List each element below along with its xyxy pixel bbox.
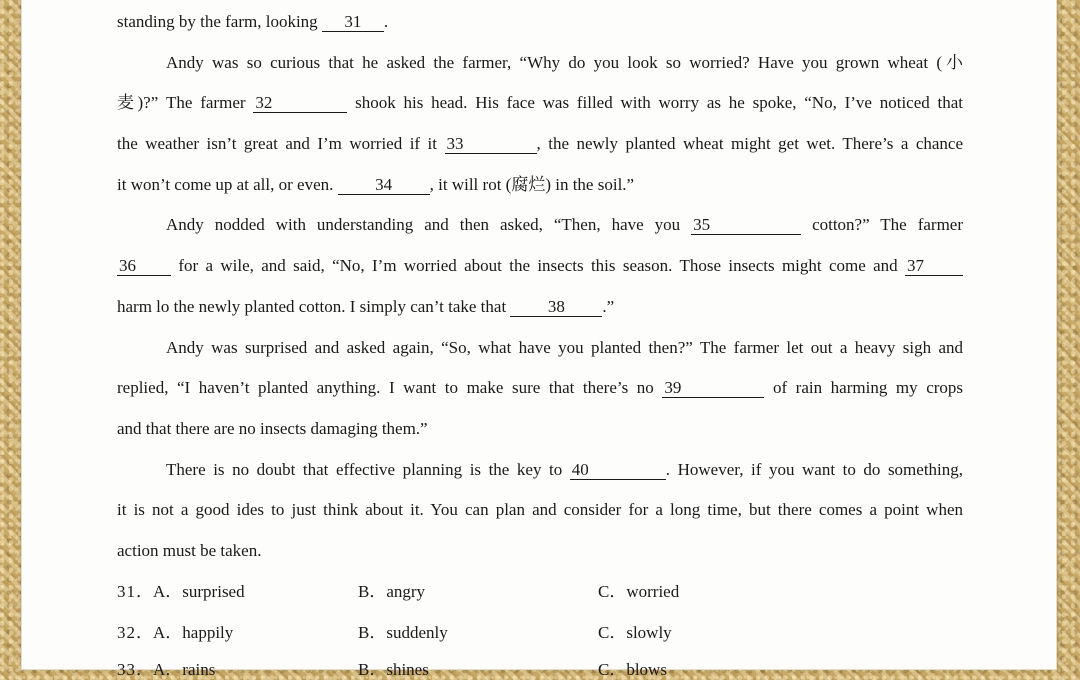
blank-34: 34	[338, 176, 430, 195]
blank-38: 38	[510, 298, 602, 317]
line-text: .”	[602, 297, 615, 316]
line-text: of rain harming my crops	[772, 378, 964, 397]
line-text: the weather isn’t great and I’m worried if it	[117, 134, 438, 153]
blank-37: 37	[905, 257, 963, 276]
passage-line	[117, 297, 614, 317]
passage-line: Andy was so curious that he asked the farmer, “Why do you look so worried? Have you grown wheat (小	[166, 53, 963, 72]
line-text: . However, if you want to do something,	[665, 460, 964, 479]
line-text: , the newly planted wheat might get wet. There’s a chance	[536, 134, 964, 153]
passage-line	[117, 134, 963, 154]
option-c[interactable]: C．worried	[598, 582, 680, 601]
blank-33: 33	[445, 135, 537, 154]
passage-line	[117, 175, 634, 195]
line-text: There is no doubt that effective planning is the key to	[166, 460, 563, 479]
line-text: cotton?” The farmer	[812, 215, 963, 234]
passage-line: and that there are no insects damaging them.”	[117, 419, 428, 438]
blank-40: 40	[570, 461, 666, 480]
passage-line	[117, 215, 963, 235]
line-text: standing by the farm, looking	[117, 12, 318, 31]
blank-32: 32	[253, 94, 347, 113]
passage-line	[117, 460, 963, 480]
line-text: shook his head. His face was filled with worry as he spoke, “No, I’ve noticed that	[355, 93, 964, 112]
option-b[interactable]: B．suddenly	[358, 623, 448, 642]
line-text: , it will rot (腐烂) in the soil.”	[429, 175, 635, 194]
question-number: 31．	[117, 582, 154, 601]
line-text: for a wile, and said, “No, I’m worried about the insects this season. Those insects might come and	[178, 256, 898, 275]
line-text: it won’t come up at all, or even.	[117, 175, 334, 194]
line-text: 麦)?” The farmer	[117, 93, 246, 112]
line-text: .	[383, 12, 389, 31]
blank-39: 39	[662, 379, 764, 398]
paper-sheet	[22, 0, 1056, 679]
question-number: 32．	[117, 623, 154, 642]
blank-36: 36	[117, 257, 171, 276]
passage-line: it is not a good ides to just think about it. You can plan and consider for a long time, but there comes a point when	[117, 500, 963, 519]
passage-line	[117, 12, 388, 32]
line-text: Andy nodded with understanding and then asked, “Then, have you	[166, 215, 681, 234]
option-a[interactable]: A．rains	[153, 660, 216, 679]
line-text: replied, “I haven’t planted anything. I want to make sure that there’s no	[117, 378, 654, 397]
option-c[interactable]: C．blows	[598, 660, 667, 679]
option-b[interactable]: B．angry	[358, 582, 426, 601]
passage-line: action must be taken.	[117, 541, 262, 560]
passage-line	[117, 378, 963, 398]
line-text: harm lo the newly planted cotton. I simply can’t take that	[117, 297, 507, 316]
passage-line	[117, 256, 963, 276]
blank-31: 31	[322, 13, 384, 32]
option-a[interactable]: A．happily	[153, 623, 234, 642]
passage-line	[117, 93, 963, 113]
blank-35: 35	[691, 216, 801, 235]
passage-line: Andy was surprised and asked again, “So, what have you planted then?” The farmer let out a heavy sigh and	[166, 338, 963, 357]
option-b[interactable]: B．shines	[358, 660, 429, 679]
option-a[interactable]: A．surprised	[153, 582, 245, 601]
question-number: 33．	[117, 660, 154, 679]
option-c[interactable]: C．slowly	[598, 623, 672, 642]
